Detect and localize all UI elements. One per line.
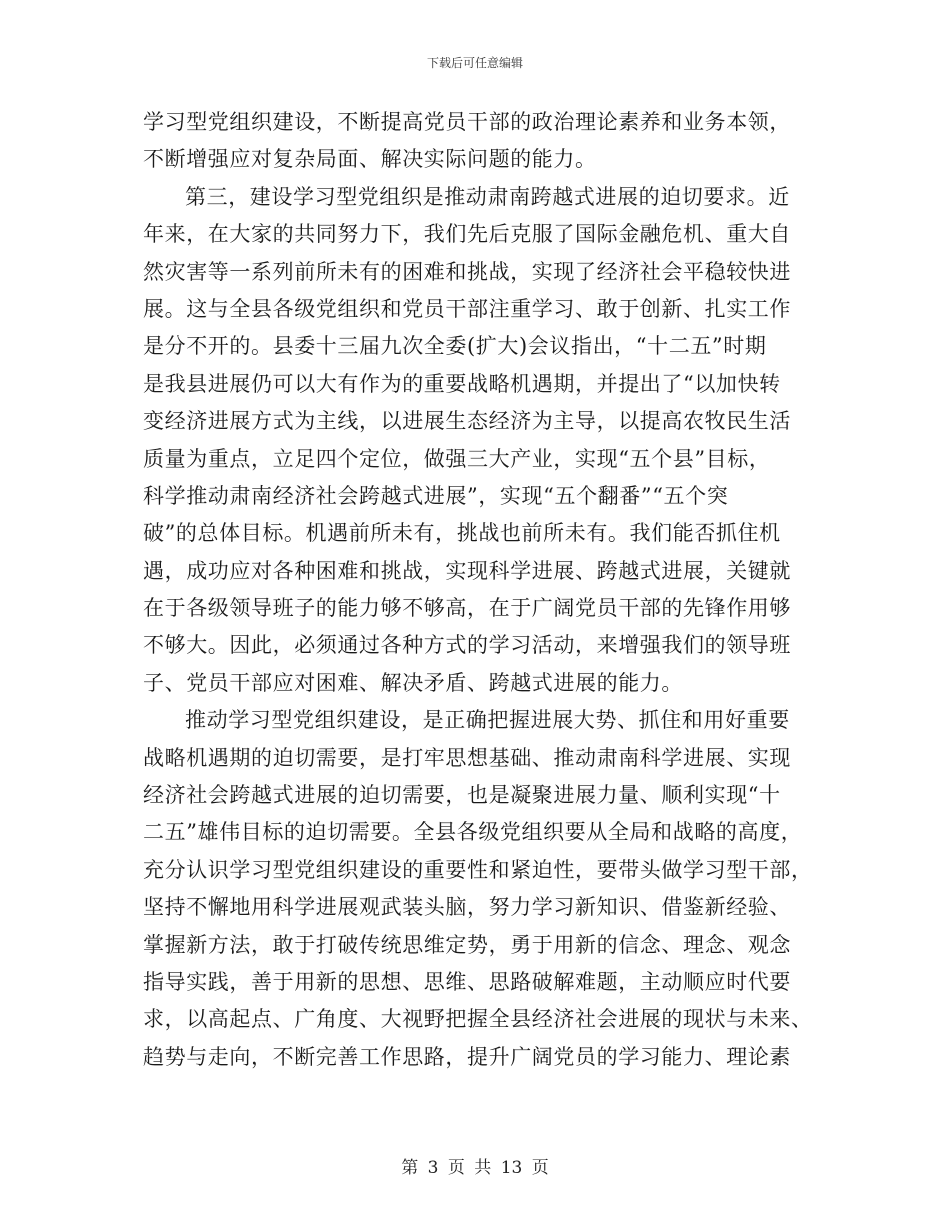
paragraph-start-line: 推动学习型党组织建设，是正确把握进展大势、抓住和用好重要 bbox=[185, 708, 790, 733]
text-line: 在于各级领导班子的能力够不够高，在于广阔党员干部的先锋作用够 bbox=[143, 596, 791, 621]
text-line: 战略机遇期的迫切需要，是打牢思想基础、推动肃南科学进展、实现 bbox=[143, 745, 791, 770]
paragraph-start-line: 第三，建设学习型党组织是推动肃南跨越式进展的迫切要求。近 bbox=[185, 184, 790, 209]
text-line: 展。这与全县各级党组织和党员干部注重学习、敢于创新、扎实工作 bbox=[143, 296, 791, 321]
text-line: 充分认识学习型党组织建设的重要性和紧迫性，要带头做学习型干部， bbox=[143, 857, 813, 882]
document-body bbox=[143, 104, 813, 1076]
text-line: 二五”雄伟目标的迫切需要。全县各级党组织要从全局和战略的高度， bbox=[143, 820, 803, 845]
text-line: 变经济进展方式为主线，以进展生态经济为主导，以提高农牧民生活 bbox=[143, 409, 791, 434]
header-note: 下载后可任意编辑 bbox=[426, 56, 523, 70]
page-number: 第 3 页 共 13 页 bbox=[401, 1158, 549, 1178]
text-line: 经济社会跨越式进展的迫切需要，也是凝聚进展力量、顺利实现“十 bbox=[143, 783, 781, 808]
text-line: 不够大。因此，必须通过各种方式的学习活动，来增强我们的领导班 bbox=[143, 633, 791, 658]
text-line: 然灾害等一系列前所未有的困难和挑战，实现了经济社会平稳较快进 bbox=[143, 259, 791, 284]
text-line: 求，以高起点、广角度、大视野把握全县经济社会进展的现状与未来、 bbox=[143, 1007, 813, 1032]
text-line: 不断增强应对复杂局面、解决实际问题的能力。 bbox=[143, 147, 597, 172]
text-line: 是我县进展仍可以大有作为的重要战略机遇期，并提出了“以加快转 bbox=[143, 371, 781, 396]
text-line: 趋势与走向，不断完善工作思路，提升广阔党员的学习能力、理论素 bbox=[143, 1044, 791, 1069]
text-line: 子、党员干部应对困难、解决矛盾、跨越式进展的能力。 bbox=[143, 670, 683, 695]
text-line: 指导实践，善于用新的思想、思维、思路破解难题，主动顺应时代要 bbox=[143, 969, 791, 994]
text-line: 掌握新方法，敢于打破传统思维定势，勇于用新的信念、理念、观念 bbox=[143, 932, 791, 957]
text-line: 科学推动肃南经济社会跨越式进展”，实现“五个翻番”“五个突 bbox=[143, 483, 729, 508]
text-line: 是分不开的。县委十三届九次全委(扩大)会议指出，“十二五”时期 bbox=[143, 334, 767, 359]
text-line: 质量为重点，立足四个定位，做强三大产业，实现“五个县”目标， bbox=[143, 446, 771, 471]
text-line: 坚持不懈地用科学进展观武装头脑，努力学习新知识、借鉴新经验、 bbox=[143, 895, 791, 920]
text-line: 遇，成功应对各种困难和挑战，实现科学进展、跨越式进展，关键就 bbox=[143, 558, 791, 583]
text-line: 年来，在大家的共同努力下，我们先后克服了国际金融危机、重大自 bbox=[143, 222, 791, 247]
text-line: 破”的总体目标。机遇前所未有，挑战也前所未有。我们能否抓住机 bbox=[143, 521, 781, 546]
text-line: 学习型党组织建设，不断提高党员干部的政治理论素养和业务本领， bbox=[143, 110, 791, 134]
